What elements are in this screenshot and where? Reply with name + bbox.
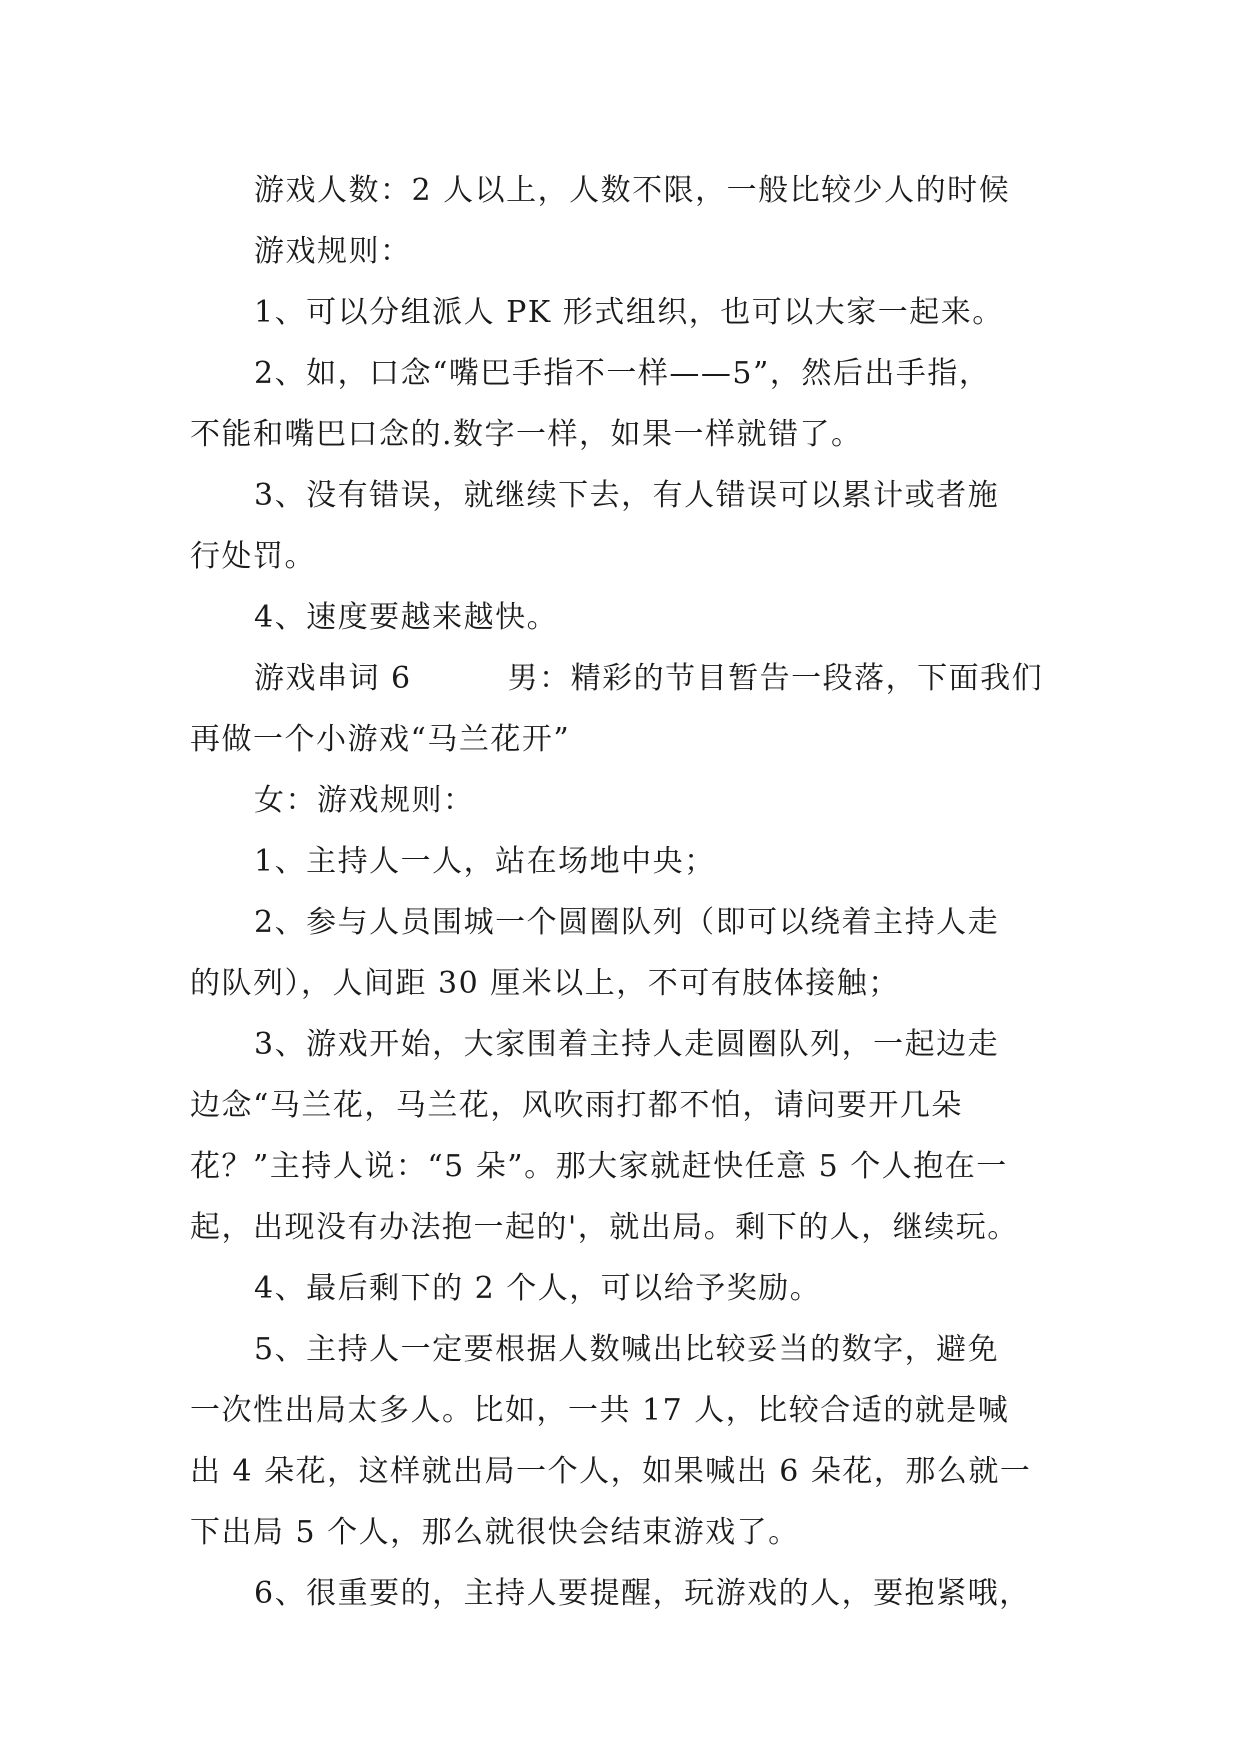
text-line: 行处罚。: [190, 539, 316, 574]
paragraph-rule-4: [190, 587, 1050, 648]
text-line: 2、参与人员围城一个圆圈队列（即可以绕着主持人走: [254, 905, 1000, 940]
paragraph-rules-heading: [190, 221, 1050, 282]
text-line: 6、很重要的，主持人要提醒，玩游戏的人，要抱紧哦，: [254, 1576, 1031, 1611]
text-line: 不能和嘴巴口念的.数字一样，如果一样就错了。: [190, 417, 863, 452]
section-title: 游戏串词 6: [254, 661, 412, 696]
text-line: 的队列），人间距 30 厘米以上，不可有肢体接触；: [190, 966, 900, 1001]
text-line: 花？”主持人说：“5 朵”。那大家就赶快任意 5 个人抱在一: [190, 1149, 1008, 1184]
paragraph-rule-3: [190, 465, 1050, 587]
text-line: 5、主持人一定要根据人数喊出比较妥当的数字，避免: [254, 1332, 1000, 1367]
text-line: 女：游戏规则：: [254, 783, 475, 818]
host-line-male: 男：精彩的节目暂告一段落，下面我们: [507, 661, 1044, 696]
text-line: 4、最后剩下的 2 个人，可以给予奖励。: [254, 1271, 822, 1306]
paragraph-rule-1: [190, 282, 1050, 343]
paragraph-script-6: [190, 648, 1050, 770]
paragraph-player-count: [190, 160, 1050, 221]
paragraph-game-rule-5: [190, 1319, 1050, 1563]
text-line: 下出局 5 个人，那么就很快会结束游戏了。: [190, 1515, 800, 1550]
paragraph-game-rule-4: [190, 1258, 1050, 1319]
text-line: 游戏人数：2 人以上，人数不限，一般比较少人的时候: [254, 173, 1011, 208]
text-line: 2、如，口念“嘴巴手指不一样——5”，然后出手指，: [254, 356, 991, 391]
text-line: 一次性出局太多人。比如，一共 17 人，比较合适的就是喊: [190, 1393, 1010, 1428]
paragraph-rule-2: [190, 343, 1050, 465]
text-line: 4、速度要越来越快。: [254, 600, 559, 635]
paragraph-female-rules: [190, 770, 1050, 831]
document-body: [190, 160, 1050, 1624]
text-line: 1、主持人一人，站在场地中央；: [254, 844, 716, 879]
paragraph-game-rule-6: [190, 1563, 1050, 1624]
text-line: [190, 648, 1050, 709]
paragraph-game-rule-2: [190, 892, 1050, 1014]
text-line: 起，出现没有办法抱一起的'，就出局。剩下的人，继续玩。: [190, 1210, 1019, 1245]
text-line: 3、没有错误，就继续下去，有人错误可以累计或者施: [254, 478, 1000, 513]
paragraph-game-rule-3: [190, 1014, 1050, 1258]
text-line: 出 4 朵花，这样就出局一个人，如果喊出 6 朵花，那么就一: [190, 1454, 1032, 1489]
text-line: 1、可以分组派人 PK 形式组织，也可以大家一起来。: [254, 295, 1004, 330]
text-line: 边念“马兰花，马兰花，风吹雨打都不怕，请问要开几朵: [190, 1088, 963, 1123]
paragraph-game-rule-1: [190, 831, 1050, 892]
text-line: 游戏规则：: [254, 234, 412, 269]
text-line: 再做一个小游戏“马兰花开”: [190, 722, 571, 757]
text-line: 3、游戏开始，大家围着主持人走圆圈队列，一起边走: [254, 1027, 1000, 1062]
